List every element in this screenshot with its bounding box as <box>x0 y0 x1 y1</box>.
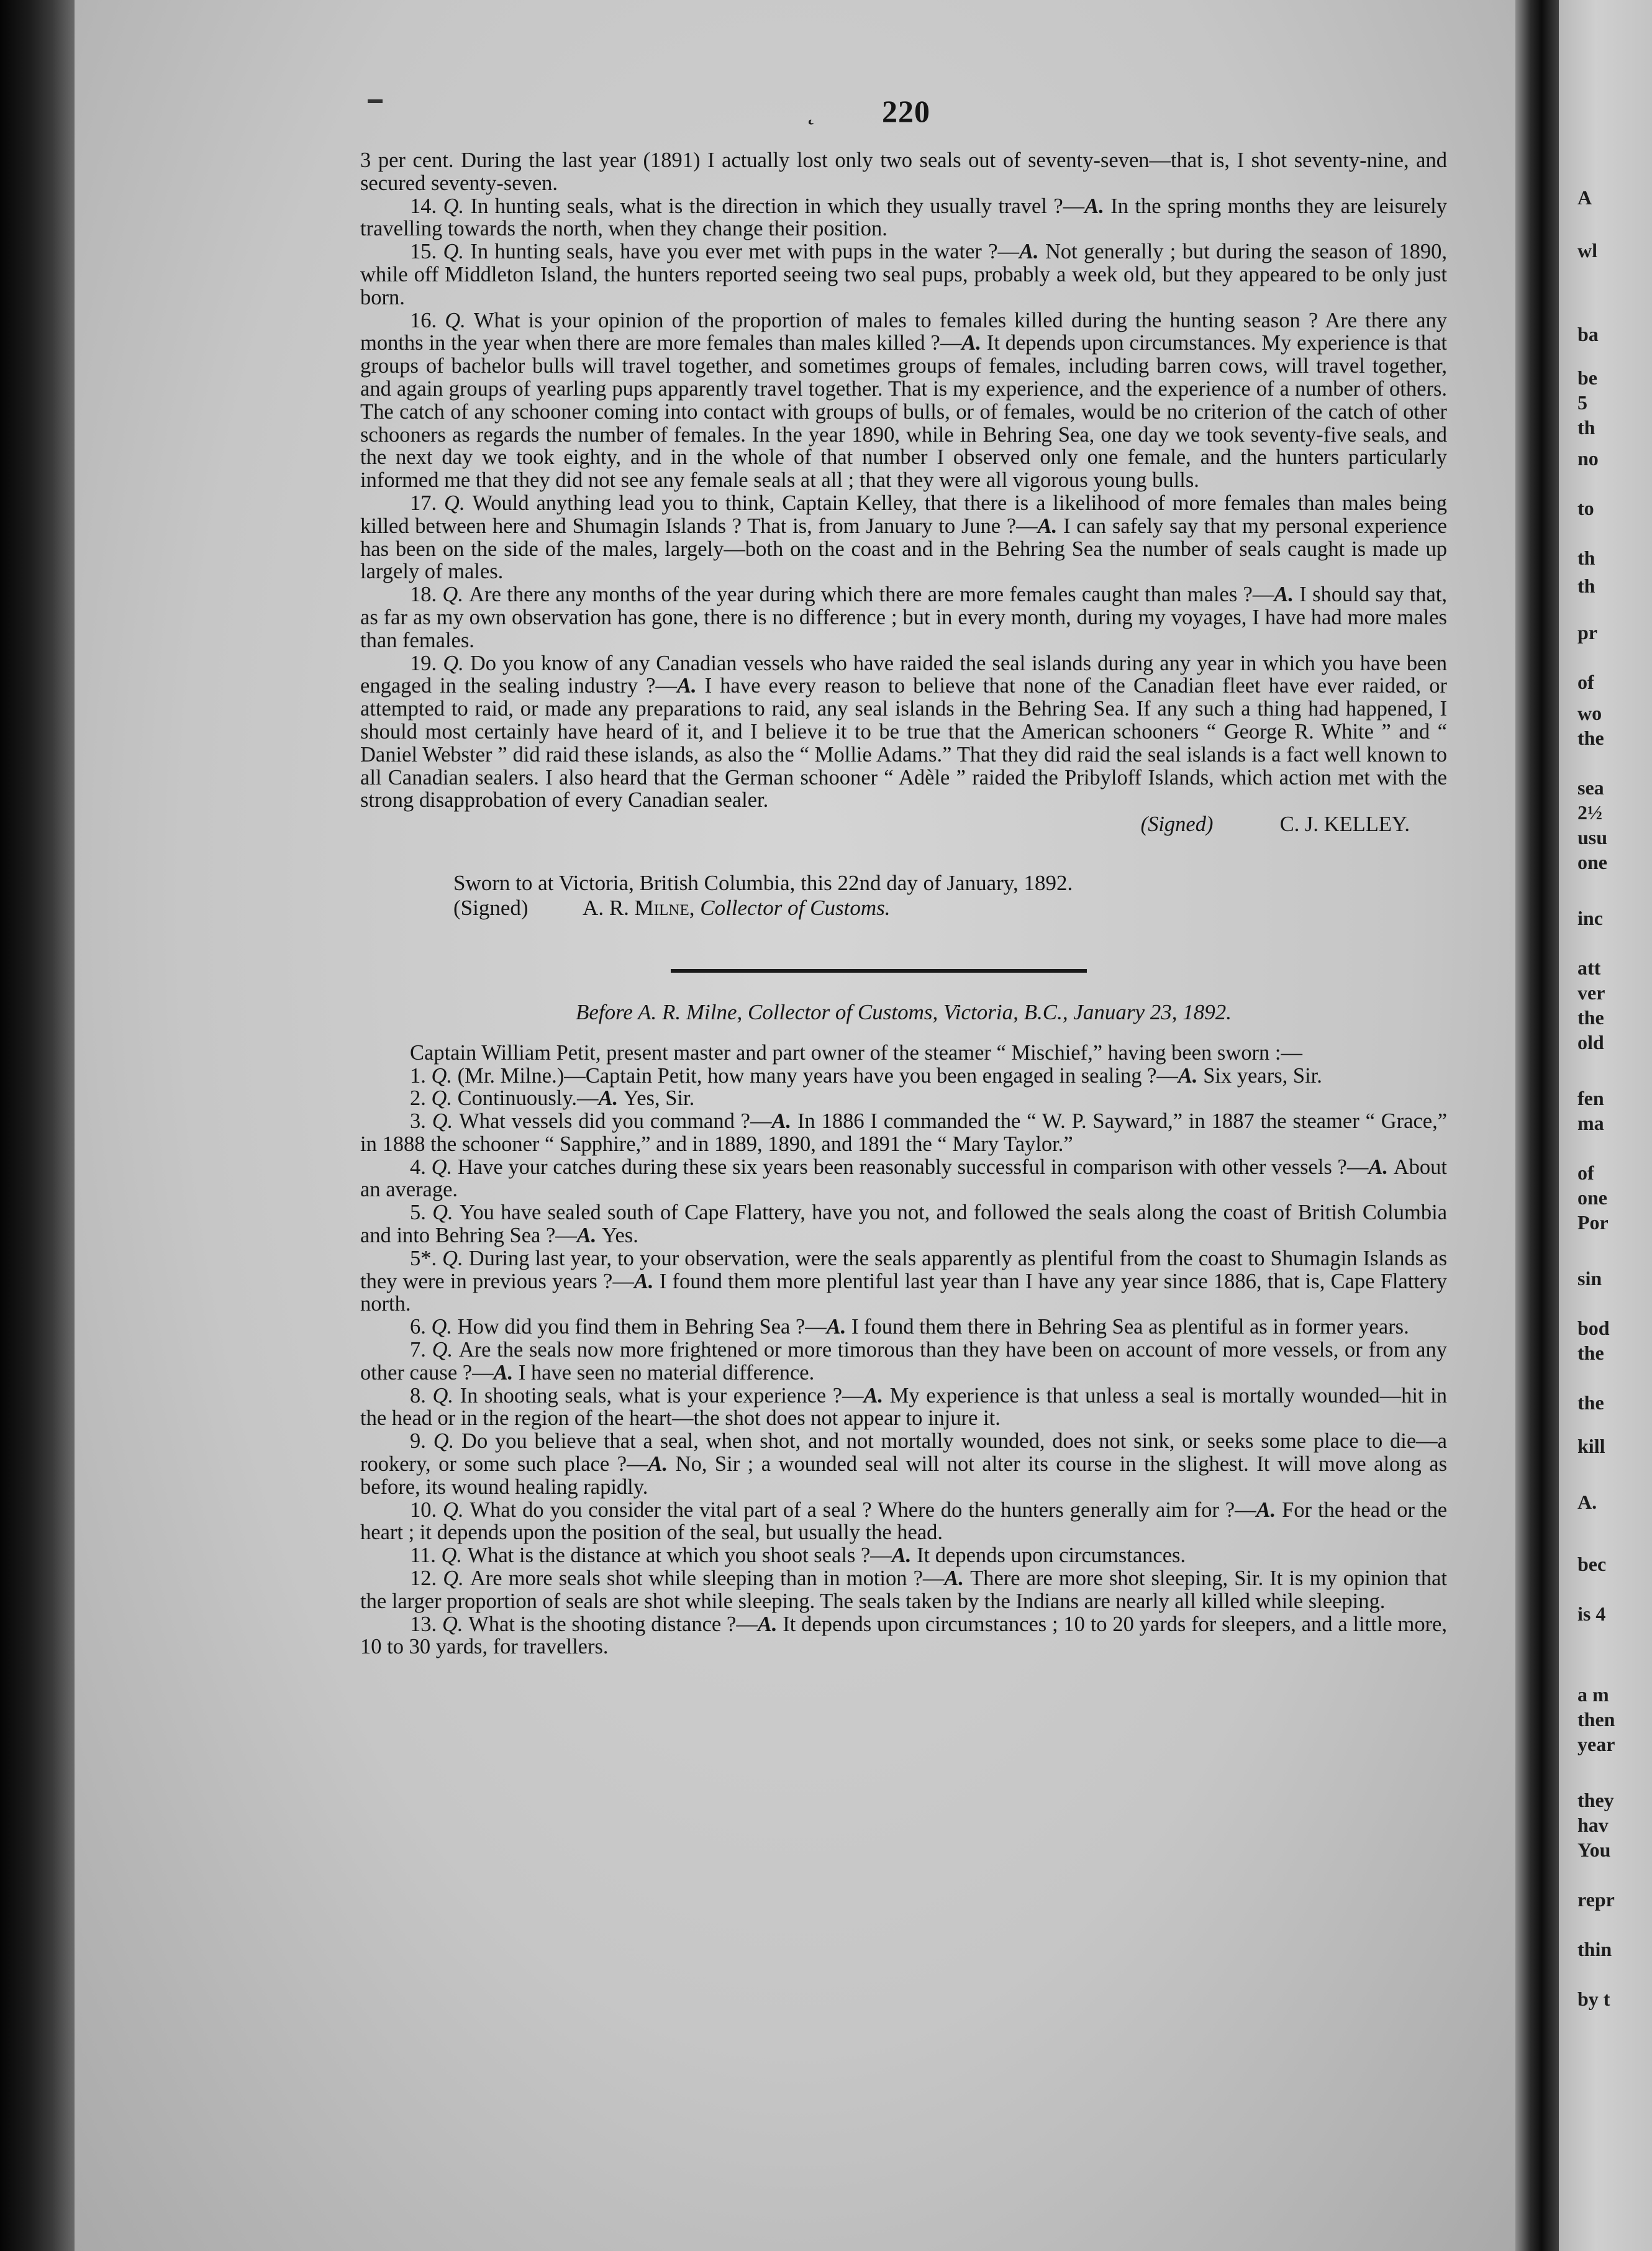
answer-marker: A. <box>1274 583 1300 607</box>
answer-marker: A. <box>1037 514 1064 538</box>
qa-item <box>360 652 1447 812</box>
question-text: In hunting seals, what is the direction in which they usually travel ?— <box>470 194 1085 218</box>
answer-marker: A. <box>1178 1063 1204 1088</box>
facing-page-fragment: of <box>1577 671 1594 693</box>
answer-marker: A. <box>757 1612 783 1636</box>
qa-number: 11. <box>410 1544 442 1568</box>
facing-page-fragment: they <box>1577 1789 1614 1811</box>
question-marker: Q. <box>442 1246 469 1270</box>
qa-item <box>360 1613 1447 1659</box>
facing-page-fragment: repr <box>1577 1888 1615 1911</box>
facing-page-fragment: then <box>1577 1708 1615 1730</box>
question-marker: Q. <box>443 1498 470 1522</box>
qa-number: 2. <box>410 1086 432 1111</box>
qa-item <box>360 1316 1447 1339</box>
qa-number: 5. <box>410 1201 433 1225</box>
qa-item <box>360 1544 1447 1567</box>
facing-page-fragment: wo <box>1577 702 1602 724</box>
qa-number: 8. <box>410 1383 433 1407</box>
scan-left-margin <box>0 0 75 2251</box>
question-text: In hunting seals, have you ever met with pups in the water ?— <box>470 240 1020 264</box>
question-marker: Q. <box>432 1383 460 1407</box>
answer-marker: A. <box>648 1452 676 1476</box>
facing-page-fragment: to <box>1577 497 1594 519</box>
qa-item <box>360 1156 1447 1202</box>
question-text: Do you know of any Canadian vessels who have raided the seal islands during any year in which you have been engaged in the sealing industry ?— <box>360 651 1448 698</box>
answer-marker: A. <box>598 1086 624 1111</box>
facing-page-fragment: year <box>1577 1733 1615 1755</box>
facing-page-fragment: bod <box>1577 1317 1610 1339</box>
answer-marker: A. <box>676 674 705 698</box>
question-marker: Q. <box>443 240 471 264</box>
qa-item <box>360 1339 1447 1385</box>
facing-page-fragment: fen <box>1577 1087 1604 1109</box>
question-marker: Q. <box>442 1612 469 1636</box>
question-text: What do you consider the vital part of a seal ? Where do the hunters generally aim for ?— <box>470 1498 1256 1522</box>
qa-item <box>360 1567 1447 1613</box>
facing-page-fragment: th <box>1577 547 1595 569</box>
question-marker: Q. <box>443 194 471 218</box>
question-text: How did you find them in Behring Sea ?— <box>457 1315 827 1339</box>
facing-page-fragment: Por <box>1577 1211 1609 1234</box>
question-marker: Q. <box>445 308 474 332</box>
facing-page-fragment: usu <box>1577 826 1608 848</box>
answer-text: No, Sir ; a wounded seal will not alter its course in the slighest. It will move along as before, its wound healing rapidly. <box>360 1452 1448 1499</box>
facing-page-fragment: the <box>1577 1391 1604 1414</box>
question-text: During last year, to your observation, were the seals apparently as plentiful from the coast to Shumagin Islands as they were in previous years ?— <box>360 1246 1447 1293</box>
answer-text: For the head or the heart ; it depends upon the position of the seal, but usually the head. <box>360 1498 1448 1545</box>
qa-number: 3. <box>410 1109 432 1134</box>
question-text: In shooting seals, what is your experience ?— <box>460 1383 864 1407</box>
question-marker: Q. <box>444 491 473 515</box>
answer-marker: A. <box>576 1224 602 1248</box>
qa-item <box>360 309 1447 492</box>
facing-page-fragment: of <box>1577 1162 1594 1184</box>
facing-page-fragment: old <box>1577 1031 1604 1053</box>
qa-item <box>360 1385 1447 1430</box>
qa-item <box>360 240 1447 309</box>
qa-item <box>360 492 1447 583</box>
sworn-name: A. R. Milne, <box>583 895 695 920</box>
answer-text: It depends upon circumstances. My experience is that groups of bachelor bulls will travel together, and sometimes groups of females, including barren cows, will travel together, and again groups of yearling pups apparently travel together. That is my experience, and the experience of a number of others. The catch of any schooner coming into contact with groups of bulls, or of females, would be no criterion of the catch of other schooners as regards the number of females. In the year 1890, while in Behring Sea, one day we took seventy-five seals, and the next day we took eighty, and in the whole of that number I observed only one female, and the hunters particularly informed me that they did not see any female seals at all ; that they were all vigorous young bulls. <box>360 331 1448 493</box>
facing-page-fragment: kill <box>1577 1435 1605 1457</box>
answer-text: In 1886 I commanded the “ W. P. Sayward,” in 1887 the steamer “ Grace,” in 1888 the schooner “ Sapphire,” and in 1889, 1890, and 1891 the “ Mary Taylor.” <box>360 1109 1448 1156</box>
answer-marker: A. <box>891 1544 917 1568</box>
question-text: Continuously.— <box>457 1086 599 1111</box>
facing-page-fragment: the <box>1577 727 1604 749</box>
qa-number: 10. <box>410 1498 443 1522</box>
facing-page-fragment: ba <box>1577 323 1599 345</box>
facing-page-edge <box>1559 0 1652 2251</box>
answer-text: About an average. <box>360 1155 1447 1202</box>
answer-marker: A. <box>633 1269 660 1293</box>
facing-page-fragment: the <box>1577 1006 1604 1029</box>
qa-item <box>360 195 1447 241</box>
question-text: Would anything lead you to think, Captain Kelley, that there is a likelihood of more females than males being killed between here and Shumagin Islands ? That is, from January to June ?— <box>360 491 1447 538</box>
facing-page-fragment: the <box>1577 1342 1604 1364</box>
answer-marker: A. <box>961 331 987 355</box>
facing-page-fragment: sin <box>1577 1267 1602 1289</box>
question-marker: Q. <box>432 1201 460 1225</box>
qa-item <box>360 1201 1447 1247</box>
book-spine <box>1515 0 1559 2251</box>
qa-item <box>360 1499 1447 1545</box>
sworn-statement: Sworn to at Victoria, British Columbia, this 22nd day of January, 1892. <box>453 870 1073 895</box>
kelley-testimony <box>360 195 1447 812</box>
qa-number: 1. <box>410 1063 432 1088</box>
question-marker: Q. <box>433 1429 462 1453</box>
petit-testimony <box>360 1065 1447 1659</box>
facing-page-fragment: ver <box>1577 981 1605 1004</box>
qa-number: 14. <box>410 194 443 218</box>
question-text: Are more seals shot while sleeping than in motion ?— <box>470 1567 945 1591</box>
question-marker: Q. <box>431 1315 458 1339</box>
question-marker: Q. <box>431 1155 458 1179</box>
intro-paragraph: 3 per cent. During the last year (1891) I actually lost only two seals out of seventy-seven—that is, I shot seventy-nine, and secured seventy-seven. <box>360 148 1447 195</box>
facing-page-fragment: hav <box>1577 1814 1609 1836</box>
facing-page-fragment: one <box>1577 851 1607 873</box>
answer-text: I can safely say that my personal experience has been on the side of the males, largely—both on the coast and in the Behring Sea the number of seals caught is made up largely of males. <box>360 514 1447 584</box>
qa-number: 16. <box>410 308 445 332</box>
question-text: Do you believe that a seal, when shot, and not mortally wounded, does not sink, or seeks some place to die—a rookery, or some such place ?— <box>360 1429 1447 1476</box>
sworn-signature <box>453 896 1447 921</box>
answer-text: I have seen no material difference. <box>518 1360 815 1385</box>
question-text: Have your catches during these six years been reasonably successful in comparison with other vessels ?— <box>457 1155 1369 1179</box>
qa-number: 4. <box>410 1155 432 1179</box>
answer-text: In the spring months they are leisurely travelling towards the north, when they change their position. <box>360 194 1448 241</box>
answer-text: It depends upon circumstances. <box>917 1544 1186 1568</box>
qa-item <box>360 1430 1447 1498</box>
question-text: Are the seals now more frightened or more timorous than they have been on account of more vessels, or from any other cause ?— <box>360 1338 1447 1385</box>
question-marker: Q. <box>441 1544 468 1568</box>
question-text: What vessels did you command ?— <box>459 1109 772 1134</box>
facing-page-fragment: You <box>1577 1839 1611 1861</box>
question-text: What is your opinion of the proportion of males to females killed during the hunting season ? Are there any months in the year when there are more females than males killed ?— <box>360 308 1448 355</box>
signed-label: (Signed) <box>1140 812 1214 837</box>
qa-number: 6. <box>410 1315 432 1339</box>
question-text: You have sealed south of Cape Flattery, have you not, and followed the seals along the coast of British Columbia and into Behring Sea ?— <box>360 1201 1448 1248</box>
answer-text: I found them more plentiful last year than I have any year since 1886, that is, Cape Flattery north. <box>360 1269 1447 1316</box>
answer-text: I should say that, as far as my own observation has gone, there is no difference ; but in every month, during my voyages, I have had more males than females. <box>360 583 1447 652</box>
facing-page-fragment: a m <box>1577 1683 1609 1706</box>
qa-number: 18. <box>410 583 443 607</box>
qa-number: 9. <box>410 1429 433 1453</box>
answer-text: Yes. <box>602 1224 638 1248</box>
qa-item <box>360 1247 1447 1316</box>
question-marker: Q. <box>432 1338 459 1362</box>
qa-item <box>360 583 1447 652</box>
facing-page-fragment: sea <box>1577 776 1604 799</box>
qa-number: 7. <box>410 1338 432 1362</box>
signer-name: C. J. KELLEY. <box>1279 812 1410 837</box>
question-text: What is the distance at which you shoot seals ?— <box>467 1544 892 1568</box>
question-marker: Q. <box>432 1109 460 1134</box>
question-marker: Q. <box>431 1063 458 1088</box>
question-marker: Q. <box>431 1086 458 1111</box>
qa-item <box>360 1087 1447 1110</box>
qa-number: 13. <box>410 1612 442 1636</box>
facing-page-fragment: 5 <box>1577 391 1587 414</box>
facing-page-fragment: att <box>1577 957 1601 979</box>
facing-page-fragment: 2½ <box>1577 801 1602 824</box>
facing-page-fragment: is 4 <box>1577 1603 1606 1625</box>
answer-marker: A. <box>863 1383 890 1407</box>
section-heading: Before A. R. Milne, Collector of Customs, Victoria, B.C., January 23, 1892. <box>575 999 1232 1024</box>
facing-page-fragment: wl <box>1577 239 1597 261</box>
answer-marker: A. <box>493 1360 519 1385</box>
question-text: What is the shooting distance ?— <box>468 1612 758 1636</box>
facing-page-fragment: pr <box>1577 621 1597 643</box>
facing-page-fragment: A. <box>1577 1491 1597 1513</box>
header-mark: ˛ <box>807 100 815 125</box>
facing-page-fragment: bec <box>1577 1553 1607 1575</box>
facing-page-fragment: th <box>1577 575 1595 597</box>
question-marker: Q. <box>442 583 470 607</box>
answer-marker: A. <box>771 1109 797 1134</box>
question-marker: Q. <box>443 1567 470 1591</box>
petit-intro: Captain William Petit, present master and part owner of the steamer “ Mischief,” having been sworn :— <box>410 1040 1302 1065</box>
answer-marker: A. <box>1368 1155 1394 1179</box>
signature-line <box>360 813 1447 836</box>
qa-item <box>360 1110 1447 1156</box>
answer-marker: A. <box>944 1567 971 1591</box>
answer-marker: A. <box>1256 1498 1282 1522</box>
answer-text: My experience is that unless a seal is mortally wounded—hit in the head or in the region of the heart—the shot does not appear to injure it. <box>360 1383 1448 1430</box>
facing-page-fragment: be <box>1577 366 1597 389</box>
qa-number: 12. <box>410 1567 443 1591</box>
answer-marker: A. <box>1084 194 1111 218</box>
facing-page-fragment: inc <box>1577 907 1603 929</box>
facing-page-fragment: by t <box>1577 1988 1610 2010</box>
answer-text: I found them there in Behring Sea as plentiful as in former years. <box>851 1315 1409 1339</box>
answer-marker: A. <box>1019 240 1046 264</box>
answer-marker: A. <box>826 1315 852 1339</box>
answer-text: I have every reason to believe that none of the Canadian fleet have ever raided, or attempted to raid, or made any preparations to raid, any seal islands in the Behring Sea. If any such a thing had happened, I should most certainly have heard of it, and I believe it to be true that the American schooners “ George R. White ” and “ Daniel Webster ” did raid these islands, as also the “ Mollie Adams.” That they did raid the seal islands is a fact well known to all Canadian sealers. I also heard that the German schooner “ Adèle ” raided the Pribyloff Islands, which action met with the strong disapprobation of every Canadian sealer. <box>360 674 1447 812</box>
facing-page-fragment: ma <box>1577 1112 1604 1134</box>
facing-page-fragment: th <box>1577 416 1595 439</box>
question-marker: Q. <box>443 651 470 675</box>
question-text: (Mr. Milne.)—Captain Petit, how many years have you been engaged in sealing ?— <box>457 1063 1178 1088</box>
qa-number: 19. <box>410 651 443 675</box>
answer-text: Not generally ; but during the season of 1890, while off Middleton Island, the hunters reported seeing two seal pups, probably a week old, but they appeared to be only just born. <box>360 240 1447 309</box>
facing-page-fragment: A <box>1577 186 1592 209</box>
qa-number: 17. <box>410 491 445 515</box>
facing-page-fragment: one <box>1577 1186 1607 1209</box>
question-text: Are there any months of the year during which there are more females caught than males ?— <box>469 583 1274 607</box>
qa-item <box>360 1065 1447 1088</box>
page-body <box>360 149 1447 1658</box>
sworn-signed-label: (Signed) <box>453 895 529 920</box>
header-dash <box>368 99 383 103</box>
section-divider <box>671 969 1087 973</box>
answer-text: It depends upon circumstances ; 10 to 20 yards for sleepers, and a little more, 10 to 30 yards, for travellers. <box>360 1612 1447 1659</box>
answer-text: There are more shot sleeping, Sir. It is my opinion that the larger proportion of seals are shot while sleeping. The seals taken by the Indians are nearly all killed while sleeping. <box>360 1567 1448 1613</box>
qa-number: 15. <box>410 240 443 264</box>
facing-page-fragment: no <box>1577 447 1599 470</box>
facing-page-fragment: thin <box>1577 1938 1612 1960</box>
sworn-title: Collector of Customs. <box>700 895 891 920</box>
page-number: 220 <box>882 94 930 129</box>
answer-text: Six years, Sir. <box>1203 1063 1322 1088</box>
qa-number: 5*. <box>410 1246 443 1270</box>
answer-text: Yes, Sir. <box>623 1086 695 1111</box>
